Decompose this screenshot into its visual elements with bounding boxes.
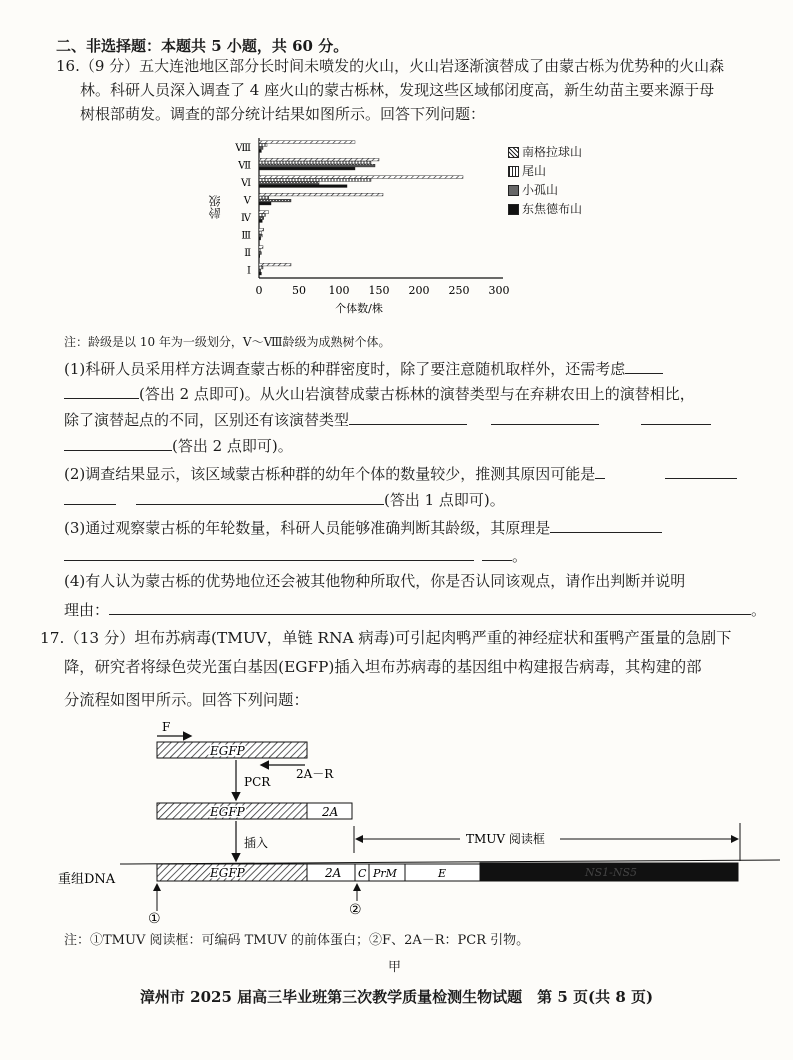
answer-blank[interactable]: [136, 489, 384, 505]
chart-y-tick-label: Ⅱ: [244, 247, 251, 259]
chart-bar: [259, 202, 271, 205]
legend-item-1: [508, 143, 582, 160]
chart-bar: [259, 185, 347, 188]
chart-bar: [259, 167, 355, 170]
chart-bar: [259, 147, 263, 150]
answer-blank[interactable]: [64, 435, 172, 451]
chart-bar: [259, 158, 379, 161]
chart-bar: [259, 214, 265, 217]
answer-blank[interactable]: [625, 358, 663, 374]
q16-part1-line1: [64, 358, 663, 379]
answer-blank[interactable]: [482, 545, 512, 561]
answer-blank[interactable]: [64, 489, 116, 505]
egfp-label: EGFP: [210, 805, 245, 819]
chart-y-tick-label: Ⅲ: [241, 230, 251, 242]
legend-swatch-dense: [508, 185, 519, 196]
q16-part1-line3: [64, 409, 711, 430]
chart-bar: [259, 141, 355, 144]
insert-label: 插入: [244, 836, 269, 850]
q17-stem-line3: 分流程如图甲所示。回答下列问题：: [64, 691, 309, 709]
chart-bar: [259, 164, 375, 167]
answer-blank[interactable]: [641, 409, 711, 425]
answer-blank[interactable]: [550, 517, 662, 533]
chart-bar: [259, 269, 261, 272]
chart-bar: [259, 234, 262, 237]
q16-part3-line1: [64, 517, 662, 538]
chart-bar: [259, 161, 371, 164]
answer-blank[interactable]: [665, 463, 737, 479]
chart-bar: [259, 249, 261, 252]
q17-figure-caption: 甲: [388, 960, 402, 975]
chart-bar: [259, 255, 260, 258]
section-heading: 二、非选择题：本题共 5 小题，共 60 分。: [56, 37, 349, 55]
chart-bar: [259, 217, 264, 220]
q16-part1-text-d: (答出 2 点即可)。: [172, 437, 293, 455]
chart-x-tick-label: 250: [448, 284, 470, 297]
q16-part1-text-a: (1)科研人员采用样方法调查蒙古栎的种群密度时，除了要注意随机取样外，还需考虑: [64, 360, 626, 378]
chart-y-label: 龄级: [208, 195, 222, 219]
chart-bar: [259, 211, 269, 214]
chart-bar: [259, 182, 319, 185]
chart-x-tick-label: 100: [328, 284, 350, 297]
legend-swatch-hatch: [508, 147, 519, 158]
chart-bar: [259, 228, 264, 231]
q16-part3-text-b: 。: [512, 547, 528, 565]
q16-part4-line2: [64, 599, 766, 620]
chart-x-tick-label: 50: [292, 284, 306, 297]
chart-y-tick-label: Ⅳ: [241, 212, 251, 224]
q16-part1-line2: [64, 383, 695, 404]
chart-x-axis-label: 个体数/株: [335, 302, 383, 315]
recombinant-dna-label: 重组DNA: [58, 872, 116, 887]
q16-stem-line3: 树根部萌发。调查的部分统计结果如图所示。回答下列问题：: [80, 105, 486, 123]
chart-bar: [259, 144, 267, 147]
legend-item-3: [508, 181, 558, 198]
marker2-label: ②: [349, 902, 362, 918]
q16-part2-text-a: (2)调查结果显示，该区域蒙古栎种群的幼年个体的数量较少，推测其原因可能是: [64, 465, 596, 483]
seg-2a-label: 2A: [325, 866, 342, 880]
chart-bar: [259, 196, 269, 199]
egfp-label: EGFP: [210, 866, 245, 880]
q16-part3-line2: [64, 545, 527, 566]
chart-y-tick-label: Ⅰ: [247, 265, 251, 277]
answer-blank[interactable]: [64, 383, 139, 399]
primer-f-label: F: [162, 720, 171, 734]
egfp-label: EGFP: [210, 744, 245, 758]
legend-item-2: [508, 162, 546, 179]
q17-stem-line2: 降，研究者将绿色荧光蛋白基因(EGFP)插入坦布苏病毒的基因组中构建报告病毒，其构建的部: [64, 658, 702, 676]
chart-y-tick-label: Ⅶ: [238, 160, 251, 172]
chart-bar: [259, 272, 261, 275]
answer-blank[interactable]: [491, 409, 599, 425]
chart-bar: [259, 246, 263, 249]
chart-bar: [259, 176, 463, 179]
legend-item-4: [508, 200, 582, 217]
answer-blank[interactable]: [595, 463, 605, 479]
pcr-label: PCR: [244, 775, 271, 789]
chart-bar: [259, 179, 371, 182]
primer-2ar-label: 2A－R: [296, 767, 334, 781]
chart-y-tick-label: V: [243, 195, 251, 207]
q17-diagram-note: 注：①TMUV 阅读框：可编码 TMUV 的前体蛋白；②F、2A－R：PCR 引物。: [64, 933, 530, 948]
answer-blank[interactable]: [349, 409, 467, 425]
seg-prm-label: PrM: [373, 867, 397, 880]
q16-part4-line1: (4)有人认为蒙古栎的优势地位还会被其他物种所取代，你是否认同该观点，请作出判断并说明: [64, 572, 686, 590]
chart-x-tick-label: 150: [368, 284, 390, 297]
q16-chart-note: 注：龄级是以 10 年为一级划分，V～Ⅷ龄级为成熟树个体。: [64, 335, 391, 349]
chart-bar: [259, 150, 261, 153]
chart-bar: [259, 193, 383, 196]
q16-part4-text-b: 理由：: [64, 601, 110, 619]
chart-bar: [259, 266, 263, 269]
chart-x-tick-label: 200: [408, 284, 430, 297]
marker1-label: ①: [148, 911, 161, 927]
chart-x-tick-label: 0: [255, 284, 263, 297]
q16-part1-text-c: 除了演替起点的不同，区别还有该演替类型: [64, 411, 350, 429]
chart-bar: [259, 252, 261, 255]
seg-ns-label: NS1-NS5: [585, 866, 638, 879]
tmuv-frame-label: TMUV 阅读框: [466, 832, 545, 846]
answer-blank[interactable]: [109, 599, 751, 615]
q16-part2-line1: [64, 463, 737, 484]
q17-stem-line1: 17.（13 分）坦布苏病毒(TMUV，单链 RNA 病毒)可引起肉鸭严重的神经症状和蛋鸭产蛋量的急剧下: [40, 629, 732, 647]
chart-bar: [259, 231, 261, 234]
seg-c-label: C: [358, 867, 367, 880]
q16-part3-text-a: (3)通过观察蒙古栎的年轮数量，科研人员能够准确判断其龄级，其原理是: [64, 519, 551, 537]
legend-label: 东焦德布山: [522, 202, 583, 216]
legend-swatch-vlines: [508, 166, 519, 177]
q16-stem-line1: 16.（9 分）五大连池地区部分长时间未喷发的火山，火山岩逐渐演替成了由蒙古栎为优势种的火山森: [56, 57, 725, 75]
construction-diagram: [0, 715, 793, 935]
chart-bar: [259, 237, 261, 240]
legend-label: 小孤山: [522, 183, 559, 197]
answer-blank[interactable]: [64, 545, 474, 561]
chart-bar: [259, 199, 291, 202]
seg-2a-label: 2A: [322, 805, 339, 819]
legend-label: 南格拉球山: [522, 145, 583, 159]
q16-part1-line4: [64, 435, 293, 456]
chart-bar: [259, 263, 291, 266]
q16-stem-line2: 林。科研人员深入调查了 4 座火山的蒙古栎林，发现这些区域郁闭度高，新生幼苗主要来源于母: [80, 81, 715, 99]
chart-y-tick-label: Ⅷ: [235, 142, 251, 154]
legend-swatch-solid: [508, 204, 519, 215]
chart-y-tick-label: Ⅵ: [240, 177, 251, 189]
q16-part2-text-b: (答出 1 点即可)。: [384, 491, 505, 509]
q16-part2-line2: [64, 489, 505, 510]
chart-bar: [259, 220, 262, 223]
seg-e-label: E: [438, 867, 447, 880]
page-footer: 漳州市 2025 届高三毕业班第三次教学质量检测生物试题 第 5 页(共 8 页): [139, 988, 654, 1006]
chart-x-tick-label: 300: [488, 284, 510, 297]
legend-label: 尾山: [522, 164, 547, 178]
q16-part1-text-b: (答出 2 点即可)。从火山岩演替成蒙古栎林的演替类型与在弃耕农田上的演替相比，: [139, 385, 695, 403]
q16-part4-text-c: 。: [751, 601, 767, 619]
